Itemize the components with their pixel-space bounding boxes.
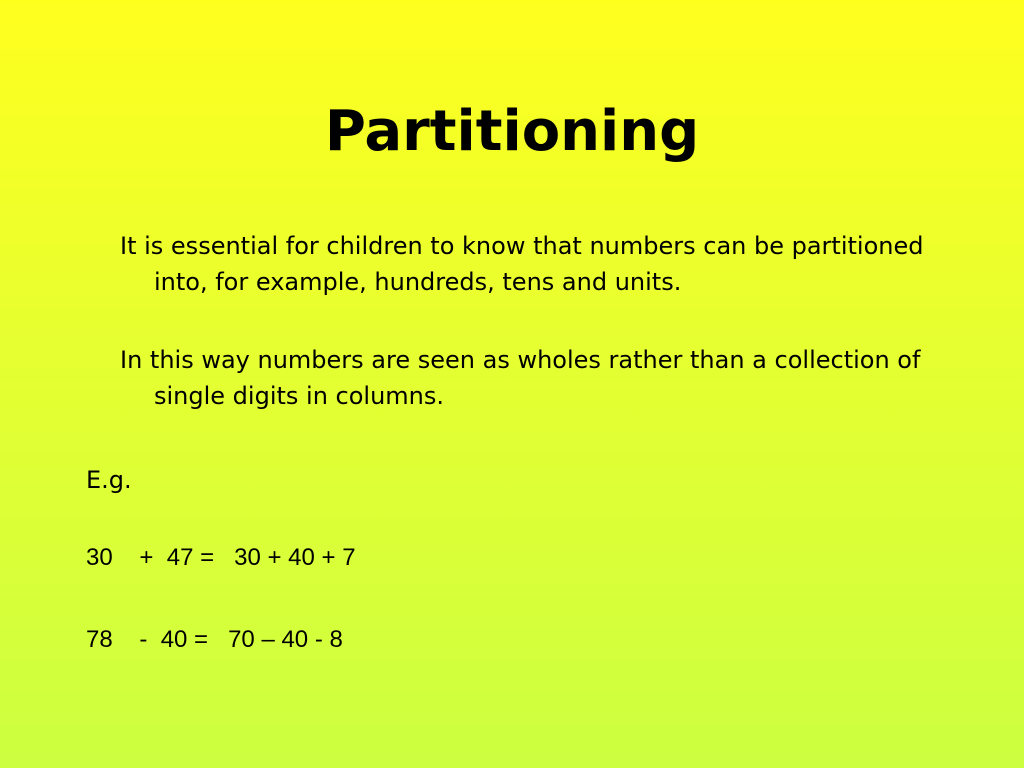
- example-subtraction: 78 - 40 = 70 – 40 - 8: [86, 626, 343, 653]
- paragraph-numbers-as-wholes: In this way numbers are seen as wholes rather than a collection of single digits in columns.: [120, 346, 921, 410]
- example-addition: 30 + 47 = 30 + 40 + 7: [86, 544, 356, 571]
- slide-title: Partitioning: [324, 99, 700, 164]
- paragraph-partitioning-essential: It is essential for children to know that numbers can be partitioned into, for example, hundreds, tens and units.: [120, 232, 924, 296]
- example-label: E.g.: [86, 466, 132, 494]
